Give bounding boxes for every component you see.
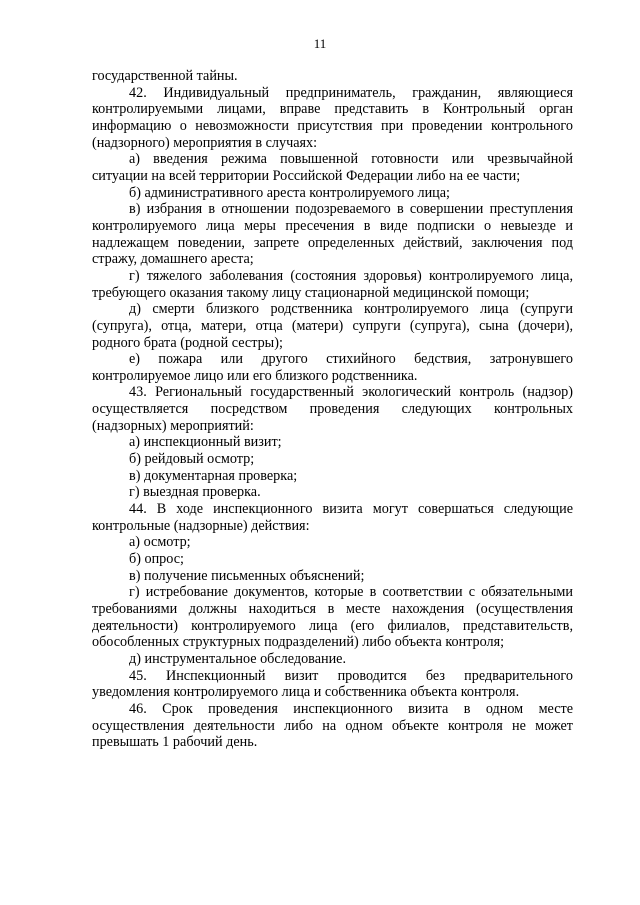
- document-body: [92, 68, 573, 751]
- paragraph-42-v: в) избрания в отношении подозреваемого в совершении преступления контролируемого лица меры пресечения в виде подписки о невыезде и надлежащем поведении, запрете определенных действий, заключения под стражу, домашнего ареста;: [92, 201, 573, 268]
- paragraph-item-45: 45. Инспекционный визит проводится без предварительного уведомления контролируемого лица и собственника объекта контроля.: [92, 667, 573, 701]
- paragraph-43-b: б) рейдовый осмотр;: [129, 451, 255, 468]
- paragraph-42-a: а) введения режима повышенной готовности или чрезвычайной ситуации на всей территории Российской Федерации либо на ее части;: [92, 151, 573, 184]
- paragraph-item-43: 43. Региональный государственный экологический контроль (надзор) осуществляется посредством проведения следующих контрольных (надзорных) мероприятий:: [92, 384, 573, 434]
- paragraph-44-a: а) осмотр;: [129, 534, 191, 551]
- page-number: 11: [313, 36, 327, 51]
- paragraph-44-v: в) получение письменных объяснений;: [129, 567, 365, 584]
- paragraph-43-v: в) документарная проверка;: [129, 467, 298, 484]
- paragraph-item-44: 44. В ходе инспекционного визита могут совершаться следующие контрольные (надзорные) действия:: [92, 501, 573, 534]
- paragraph-item-42: 42. Индивидуальный предприниматель, гражданин, являющиеся контролируемыми лицами, вправе представить в Контрольный орган информацию о невозможности присутствия при проведении контрольного (надзорного) мероприятия в случаях:: [92, 84, 573, 151]
- paragraph-43-a: а) инспекционный визит;: [129, 434, 282, 451]
- paragraph-continuation: государственной тайны.: [92, 68, 238, 84]
- paragraph-42-g: г) тяжелого заболевания (состояния здоровья) контролируемого лица, требующего оказания такому лицу стационарной медицинской помощи;: [92, 267, 573, 301]
- paragraph-42-b: б) административного ареста контролируемого лица;: [129, 184, 450, 201]
- paragraph-44-g: г) истребование документов, которые в соответствии с обязательными требованиями должны находиться в месте нахождения (осуществления деятельности) контролируемого лица (его филиалов, представительств, обособленных структурных подразделений) либо объекта контроля;: [92, 584, 573, 651]
- paragraph-42-d: д) смерти близкого родственника контролируемого лица (супруги (супруга), отца, матери, отца (матери) супруги (супруга), сына (дочери), родного брата (родной сестры);: [92, 301, 573, 351]
- paragraph-43-g: г) выездная проверка.: [129, 484, 261, 501]
- paragraph-item-46: 46. Срок проведения инспекционного визита в одном месте осуществления деятельности либо на одном объекте контроля не может превышать 1 рабочий день.: [92, 700, 573, 751]
- paragraph-44-d: д) инструментальное обследование.: [129, 650, 347, 667]
- paragraph-42-e: е) пожара или другого стихийного бедствия, затронувшего контролируемое лицо или его близкого родственника.: [92, 351, 573, 384]
- paragraph-44-b: б) опрос;: [129, 551, 184, 568]
